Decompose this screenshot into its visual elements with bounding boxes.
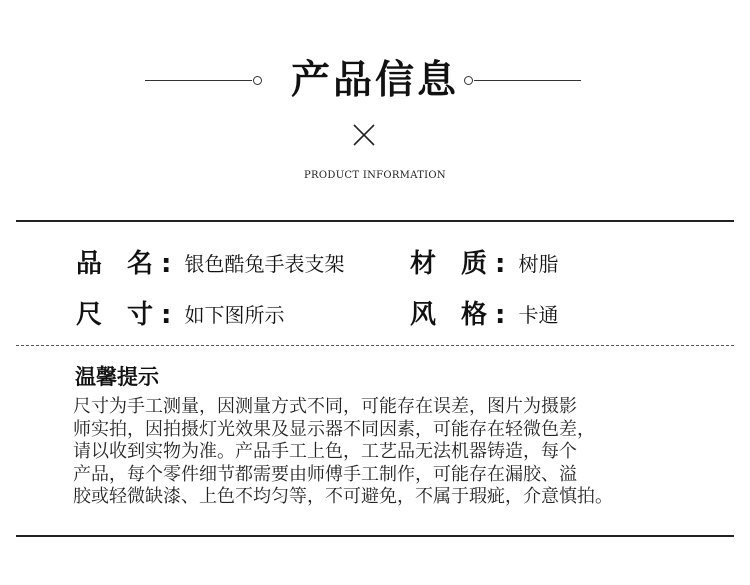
spec-style-label: 风 格: bbox=[410, 299, 514, 330]
spec-size-value: 如下图所示 bbox=[184, 302, 285, 327]
spec-style-row bbox=[410, 296, 559, 332]
divider-dashed bbox=[16, 345, 734, 346]
notice-line: 尺寸为手工测量，因测量方式不同，可能存在误差，图片为摄影 bbox=[73, 396, 577, 417]
cross-icon bbox=[352, 123, 376, 147]
spec-name-label: 品 名: bbox=[76, 248, 180, 279]
spec-size-label: 尺 寸: bbox=[76, 299, 180, 330]
spec-name-value: 银色酷兔手表支架 bbox=[184, 251, 345, 276]
title-line-right bbox=[474, 80, 581, 81]
spec-material-label: 材 质: bbox=[410, 248, 514, 279]
title-dot-right bbox=[464, 76, 473, 85]
spec-size-row bbox=[76, 296, 285, 332]
page-subtitle: PRODUCT INFORMATION bbox=[304, 170, 446, 181]
spec-material-row bbox=[410, 245, 559, 281]
page-title: 产品信息 bbox=[290, 58, 459, 103]
spec-name-row bbox=[76, 245, 345, 281]
notice-line: 胶或轻微缺漆、上色不均匀等，不可避免，不属于瑕疵，介意慎拍。 bbox=[73, 486, 613, 507]
notice-heading: 温馨提示 bbox=[75, 365, 159, 389]
notice-line: 产品，每个零件细节都需要由师傅手工制作，可能存在漏胶、溢 bbox=[73, 463, 577, 485]
spec-material-value: 树脂 bbox=[518, 251, 559, 276]
divider-top bbox=[16, 220, 734, 222]
notice-line: 请以收到实物为准。产品手工上色，工艺品无法机器铸造，每个 bbox=[73, 441, 577, 462]
spec-style-value: 卡通 bbox=[518, 302, 559, 327]
title-block bbox=[0, 0, 750, 200]
divider-bottom bbox=[16, 535, 734, 537]
notice-body bbox=[73, 396, 713, 509]
notice-line: 师实拍，因拍摄灯光效果及显示器不同因素，可能存在轻微色差， bbox=[73, 418, 595, 440]
